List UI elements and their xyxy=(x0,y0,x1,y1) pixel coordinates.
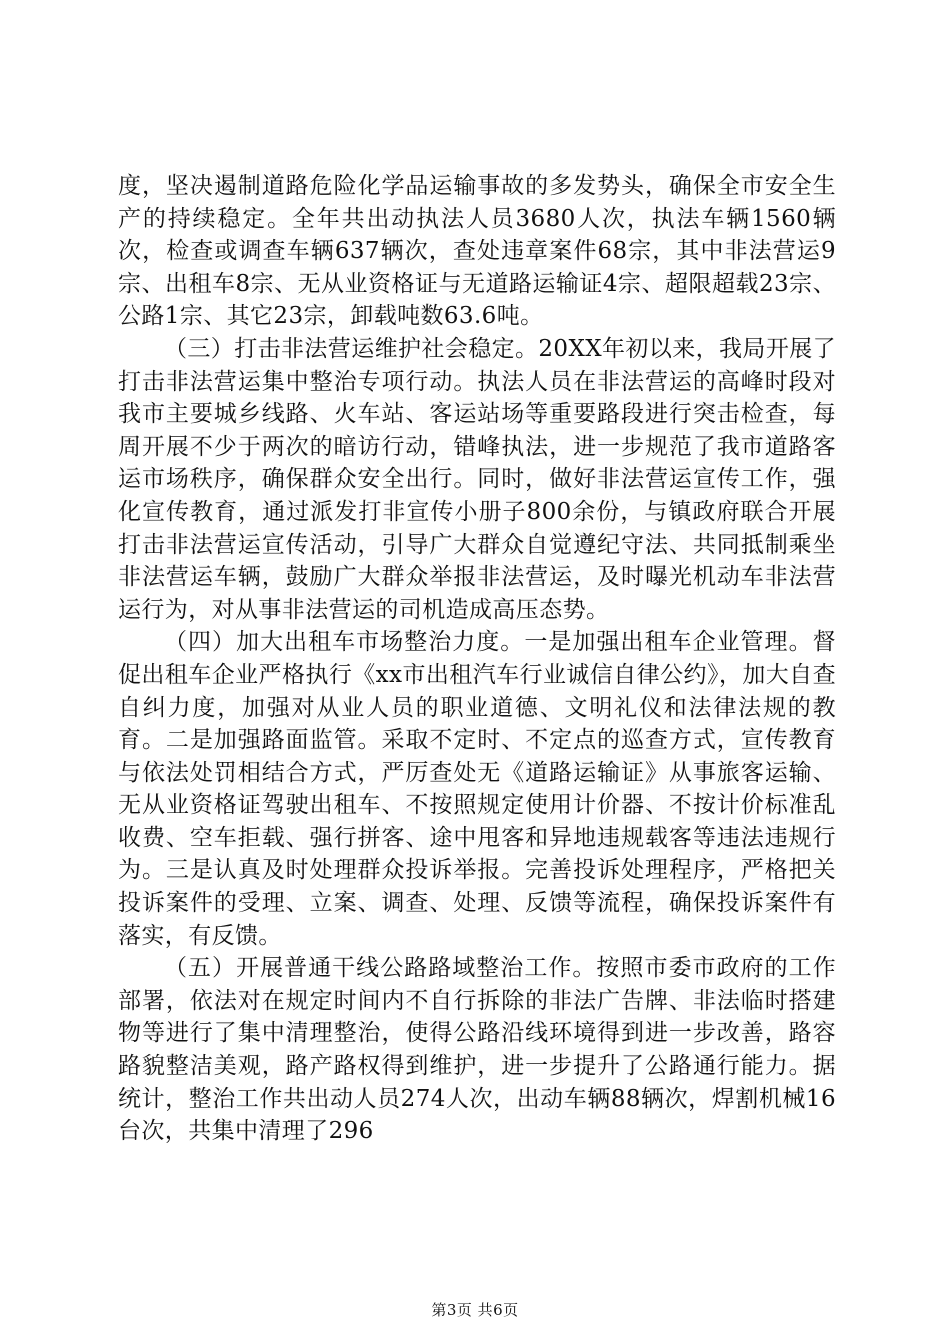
paragraph-section-4: （四）加大出租车市场整治力度。一是加强出租车企业管理。督促出租车企业严格执行《xx市出租汽车行业诚信自律公约》，加大自查自纠力度，加强对从业人员的职业道德、文明礼仪和法律法规的教育。二是加强路面监管。采取不定时、不定点的巡查方式，宣传教育与依法处罚相结合方式，严厉查处无《道路运输证》从事旅客运输、无从业资格证驾驶出租车、不按照规定使用计价器、不按计价标准乱收费、空车拒载、强行拼客、途中甩客和异地违规载客等违法违规行为。三是认真及时处理群众投诉举报。完善投诉处理程序，严格把关投诉案件的受理、立案、调查、处理、反馈等流程，确保投诉案件有落实，有反馈。 xyxy=(118,629,836,949)
paragraph-section-5: （五）开展普通干线公路路域整治工作。按照市委市政府的工作部署，依法对在规定时间内不自行拆除的非法广告牌、非法临时搭建物等进行了集中清理整治，使得公路沿线环境得到进一步改善，路容路貌整洁美观，路产路权得到维护，进一步提升了公路通行能力。据统计，整治工作共出动人员274人次，出动车辆88辆次，焊割机械16台次，共集中清理了296 xyxy=(118,955,836,1145)
paragraph-section-3: （三）打击非法营运维护社会稳定。20XX年初以来，我局开展了打击非法营运集中整治专项行动。执法人员在非法营运的高峰时段对我市主要城乡线路、火车站、客运站场等重要路段进行突击检查，每周开展不少于两次的暗访行动，错峰执法，进一步规范了我市道路客运市场秩序，确保群众安全出行。同时，做好非法营运宣传工作，强化宣传教育，通过派发打非宣传小册子800余份，与镇政府联合开展打击非法营运宣传活动，引导广大群众自觉遵纪守法、共同抵制乘坐非法营运车辆，鼓励广大群众举报非法营运，及时曝光机动车非法营运行为，对从事非法营运的司机造成高压态势。 xyxy=(118,335,837,623)
page-number-footer: 第3页 共6页 xyxy=(431,1301,519,1319)
document-body xyxy=(118,170,836,1148)
paragraph-continuation: 度，坚决遏制道路危险化学品运输事故的多发势头，确保全市安全生产的持续稳定。全年共出动执法人员3680人次，执法车辆1560辆次，检查或调查车辆637辆次，查处违章案件68宗，其中非法营运9宗、出租车8宗、无从业资格证与无道路运输证4宗、超限超载23宗、公路1宗、其它23宗，卸载吨数63.6吨。 xyxy=(118,173,836,330)
